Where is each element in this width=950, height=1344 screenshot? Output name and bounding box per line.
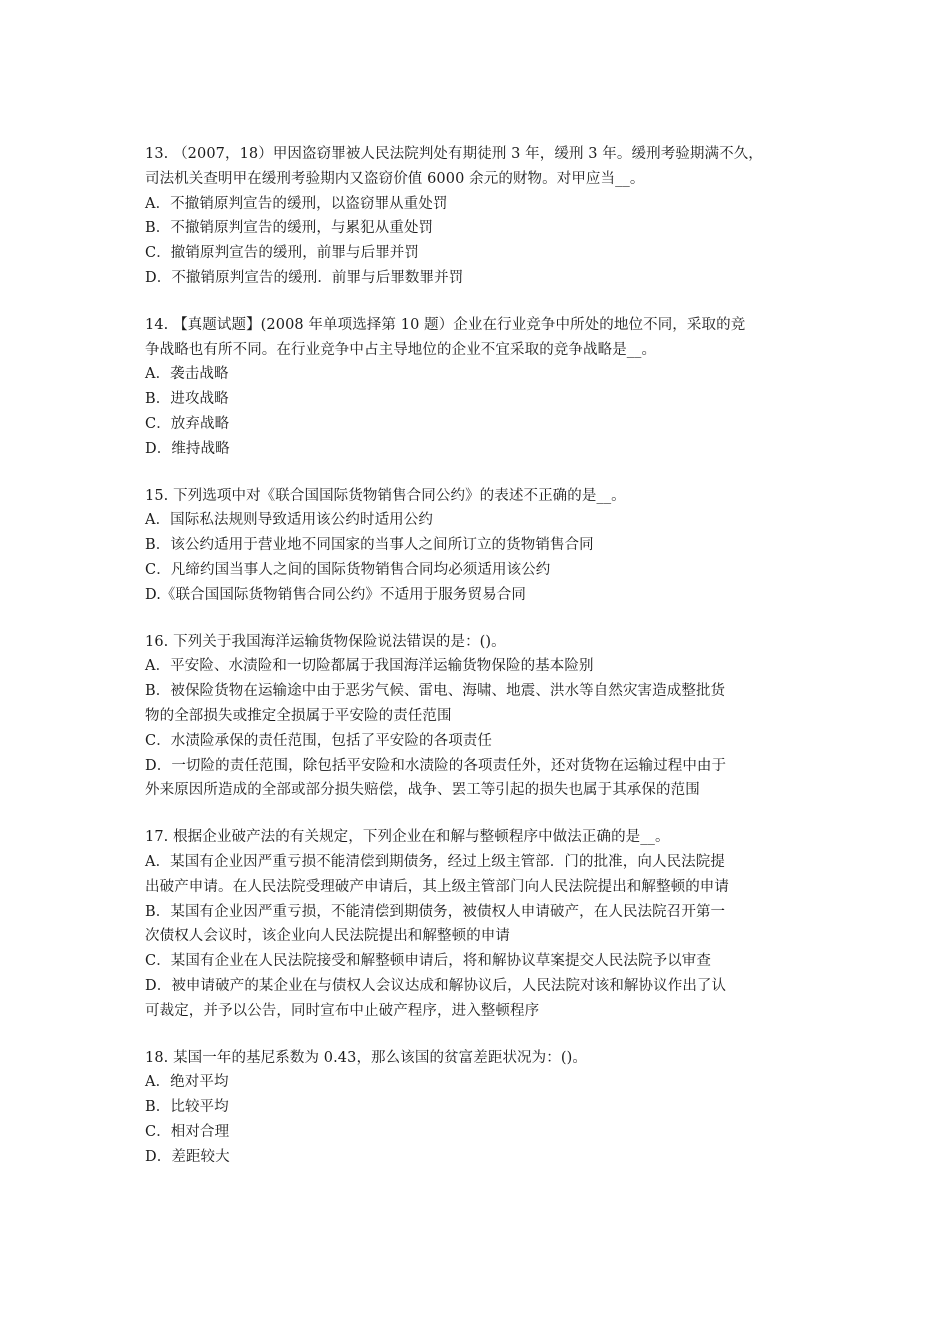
option-a: A．袭击战略 [145, 366, 229, 383]
question-stem-line: 18. 某国一年的基尼系数为 0.43，那么该国的贫富差距状况为：()。 [145, 1049, 587, 1066]
option-b: B．进攻战略 [145, 391, 229, 408]
option-a: A．不撤销原判宣告的缓刑，以盗窃罪从重处罚 [145, 195, 448, 212]
option-b-continued: 次债权人会议时，该企业向人民法院提出和解整顿的申请 [145, 928, 510, 945]
document-page [145, 142, 810, 1191]
option-d: D．不撤销原判宣告的缓刑．前罪与后罪数罪并罚 [145, 269, 464, 286]
option-d: D．被申请破产的某企业在与债权人会议达成和解协议后，人民法院对该和解协议作出了认 [145, 977, 727, 994]
question-stem-line: 16. 下列关于我国海洋运输货物保险说法错误的是：()。 [145, 633, 506, 650]
question-13 [145, 142, 810, 291]
question-15 [145, 484, 810, 608]
option-d-continued: 可裁定，并予以公告，同时宣布中止破产程序，进入整顿程序 [145, 1002, 540, 1019]
option-d: D．差距较大 [145, 1148, 230, 1165]
question-stem-line: 13. （2007，18）甲因盗窃罪被人民法院判处有期徒刑 3 年，缓刑 3 年。缓刑考验期满不久， [145, 146, 763, 162]
question-stem-line: 争战略也有所不同。在行业竞争中占主导地位的企业不宜采取的竞争战略是__。 [145, 341, 657, 358]
option-b: B．比较平均 [145, 1099, 229, 1116]
option-c: C．凡缔约国当事人之间的国际货物销售合同均必须适用该公约 [145, 561, 551, 578]
option-b: B．不撤销原判宣告的缓刑，与累犯从重处罚 [145, 220, 434, 237]
question-stem-line: 14. 【真题试题】(2008 年单项选择第 10 题）企业在行业竞争中所处的地位不同，采取的竞 [145, 316, 746, 333]
option-a: A．绝对平均 [145, 1074, 229, 1091]
question-14 [145, 313, 810, 462]
question-18 [145, 1046, 810, 1170]
option-d: D.《联合国国际货物销售合同公约》不适用于服务贸易合同 [145, 586, 526, 603]
question-stem-line: 15. 下列选项中对《联合国国际货物销售合同公约》的表述不正确的是__。 [145, 487, 626, 504]
option-a: A．某国有企业因严重亏损不能清偿到期债务，经过上级主管部．门的批准，向人民法院提 [145, 853, 725, 870]
option-d-continued: 外来原因所造成的全部或部分损失赔偿，战争、罢工等引起的损失也属于其承保的范围 [145, 782, 700, 799]
option-b: B．被保险货物在运输途中由于恶劣气候、雷电、海啸、地震、洪水等自然灾害造成整批货 [145, 683, 726, 700]
option-b-continued: 物的全部损失或推定全损属于平安险的责任范围 [145, 707, 452, 724]
option-c: C．某国有企业在人民法院接受和解整顿申请后，将和解协议草案提交人民法院予以审查 [145, 953, 711, 970]
question-16 [145, 630, 810, 804]
option-a-continued: 出破产申请。在人民法院受理破产申请后，其上级主管部门向人民法院提出和解整顿的申请 [145, 878, 729, 895]
option-a: A．平安险、水渍险和一切险都属于我国海洋运输货物保险的基本险别 [145, 658, 594, 675]
option-b: B．该公约适用于营业地不同国家的当事人之间所订立的货物销售合同 [145, 537, 594, 554]
option-c: C．水渍险承保的责任范围，包括了平安险的各项责任 [145, 732, 492, 749]
option-a: A．国际私法规则导致适用该公约时适用公约 [145, 512, 433, 529]
option-b: B．某国有企业因严重亏损，不能清偿到期债务，被债权人申请破产，在人民法院召开第一 [145, 903, 726, 920]
option-d: D．一切险的责任范围，除包括平安险和水渍险的各项责任外，还对货物在运输过程中由于 [145, 757, 727, 774]
question-stem-line: 司法机关查明甲在缓刑考验期内又盗窃价值 6000 余元的财物。对甲应当__。 [145, 170, 645, 187]
option-c: C．撤销原判宣告的缓刑，前罪与后罪并罚 [145, 245, 419, 262]
option-c: C．放弃战略 [145, 415, 230, 432]
option-d: D．维持战略 [145, 440, 230, 457]
question-stem-line: 17. 根据企业破产法的有关规定，下列企业在和解与整顿程序中做法正确的是__。 [145, 829, 670, 846]
question-17 [145, 825, 810, 1023]
option-c: C．相对合理 [145, 1123, 230, 1140]
